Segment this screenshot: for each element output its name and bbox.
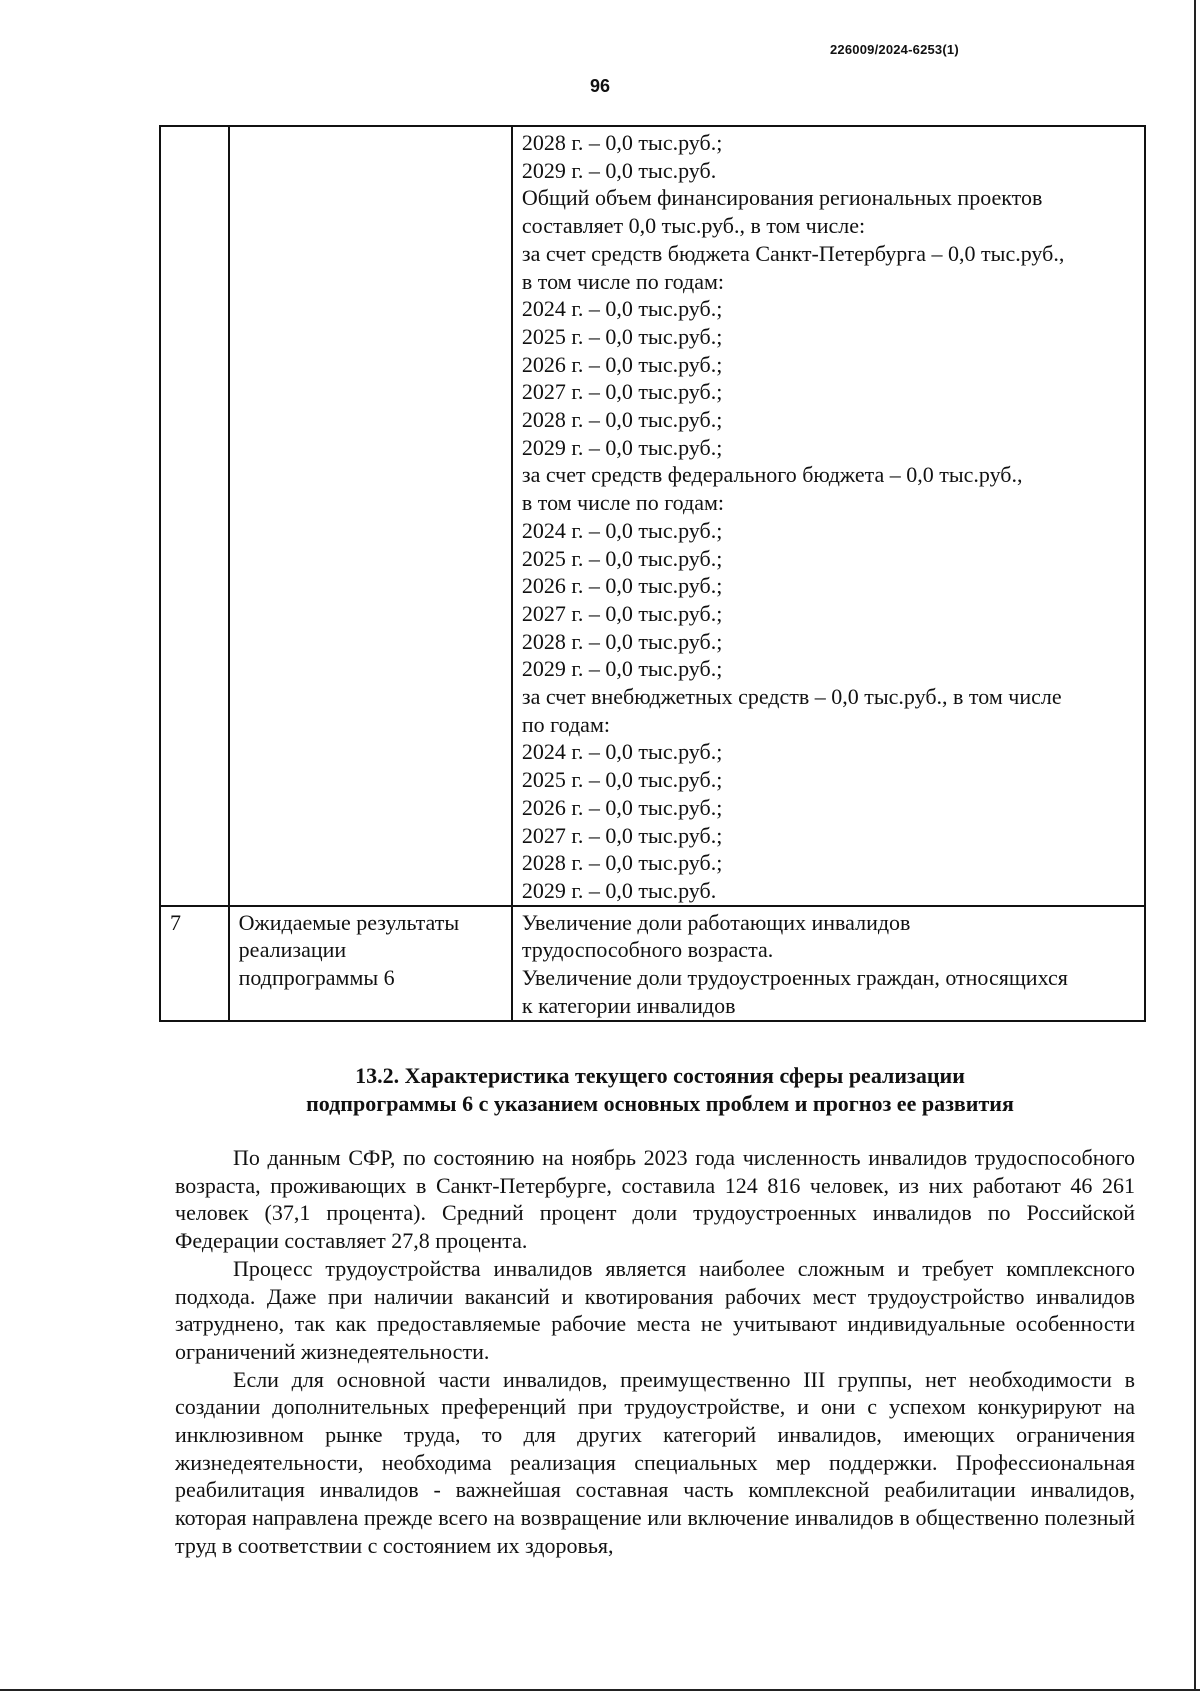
financing-line: 2027 г. – 0,0 тыс.руб.;	[521, 379, 723, 405]
financing-line: 2029 г. – 0,0 тыс.руб.	[521, 877, 717, 903]
financing-line: 2024 г. – 0,0 тыс.руб.;	[521, 739, 723, 765]
passport-table	[159, 125, 1146, 1022]
section-heading-line: 13.2. Характеристика текущего состояния сферы реализации	[355, 1063, 965, 1088]
cell-title	[229, 126, 512, 906]
result-line: к категории инвалидов	[521, 992, 736, 1018]
financing-line: Общий объем финансирования региональных проектов	[521, 185, 1043, 211]
financing-line: 2025 г. – 0,0 тыс.руб.;	[521, 545, 723, 571]
financing-line: по годам:	[521, 711, 610, 737]
result-line: трудоспособного возраста.	[521, 937, 774, 963]
scan-edge-right	[1194, 0, 1196, 1691]
financing-line: в том числе по годам:	[521, 268, 725, 294]
table-row-continued	[160, 126, 1145, 906]
cell-number	[160, 126, 229, 906]
title-line: Ожидаемые результаты	[238, 909, 460, 935]
page-number: 96	[589, 76, 611, 96]
paragraph: Процесс трудоустройства инвалидов является наиболее сложным и требует комплексного подхода. Даже при наличии вакансий и квотирования рабочих мест трудоустройство инвалидов затруднено, так как предоставляемые рабочие места не учитывают индивидуальные особенности ограничений жизнедеятельности.	[175, 1255, 1135, 1364]
financing-line: 2028 г. – 0,0 тыс.руб.;	[521, 850, 723, 876]
financing-line: 2029 г. – 0,0 тыс.руб.	[521, 157, 717, 183]
document-id: 226009/2024-6253(1)	[830, 42, 959, 57]
title-line: реализации	[238, 937, 347, 963]
cell-financing-lines	[512, 126, 1145, 906]
result-line: Увеличение доли трудоустроенных граждан, относящихся	[521, 965, 1068, 991]
financing-line: 2027 г. – 0,0 тыс.руб.;	[521, 822, 723, 848]
paragraph: Если для основной части инвалидов, преимущественно III группы, нет необходимости в создании дополнительных преференций при трудоустройстве, и они с успехом конкурируют на инклюзивном рынке труда, то для других категорий инвалидов, имеющих ограничения жизнедеятельности, необходима реализация специальных мер поддержки. Профессиональная реабилитация инвалидов - важнейшая составная часть комплексной реабилитации инвалидов, которая направлена прежде всего на возвращение или включение инвалидов в общественно полезный труд в соответствии с состоянием их здоровья,	[175, 1366, 1135, 1558]
cell-number: 7	[160, 906, 229, 1021]
financing-line: 2024 г. – 0,0 тыс.руб.;	[521, 296, 723, 322]
table-row-7	[160, 906, 1145, 1021]
financing-line: 2025 г. – 0,0 тыс.руб.;	[521, 323, 723, 349]
result-line: Увеличение доли работающих инвалидов	[521, 909, 911, 935]
financing-line: 2029 г. – 0,0 тыс.руб.;	[521, 656, 723, 682]
financing-line: 2028 г. – 0,0 тыс.руб.;	[521, 628, 723, 654]
financing-line: 2029 г. – 0,0 тыс.руб.;	[521, 434, 723, 460]
financing-line: 2027 г. – 0,0 тыс.руб.;	[521, 600, 723, 626]
financing-line: за счет внебюджетных средств – 0,0 тыс.руб., в том числе	[521, 684, 1062, 710]
financing-line: 2025 г. – 0,0 тыс.руб.;	[521, 767, 723, 793]
section-heading	[170, 1062, 1150, 1118]
financing-line: 2026 г. – 0,0 тыс.руб.;	[521, 351, 723, 377]
financing-line: 2026 г. – 0,0 тыс.руб.;	[521, 794, 723, 820]
title-line: подпрограммы 6	[238, 965, 395, 991]
financing-line: 2028 г. – 0,0 тыс.руб.;	[521, 130, 723, 155]
financing-line: 2024 г. – 0,0 тыс.руб.;	[521, 517, 723, 543]
cell-results	[512, 906, 1145, 1021]
financing-line: за счет средств бюджета Санкт-Петербурга – 0,0 тыс.руб.,	[521, 240, 1065, 266]
section-body	[175, 1144, 1135, 1560]
financing-line: 2026 г. – 0,0 тыс.руб.;	[521, 573, 723, 599]
cell-title	[229, 906, 512, 1021]
financing-line: в том числе по годам:	[521, 490, 725, 516]
section-heading-line: подпрограммы 6 с указанием основных проблем и прогноз ее развития	[306, 1091, 1014, 1116]
financing-line: за счет средств федерального бюджета – 0,0 тыс.руб.,	[521, 462, 1023, 488]
paragraph: По данным СФР, по состоянию на ноябрь 2023 года численность инвалидов трудоспособного возраста, проживающих в Санкт-Петербурге, составила 124 816 человек, из них работают 46 261 человек (37,1 процента). Средний процент доли трудоустроенных инвалидов по Российской Федерации составляет 27,8 процента.	[175, 1145, 1135, 1254]
financing-line: составляет 0,0 тыс.руб., в том числе:	[521, 213, 866, 239]
financing-line: 2028 г. – 0,0 тыс.руб.;	[521, 407, 723, 433]
